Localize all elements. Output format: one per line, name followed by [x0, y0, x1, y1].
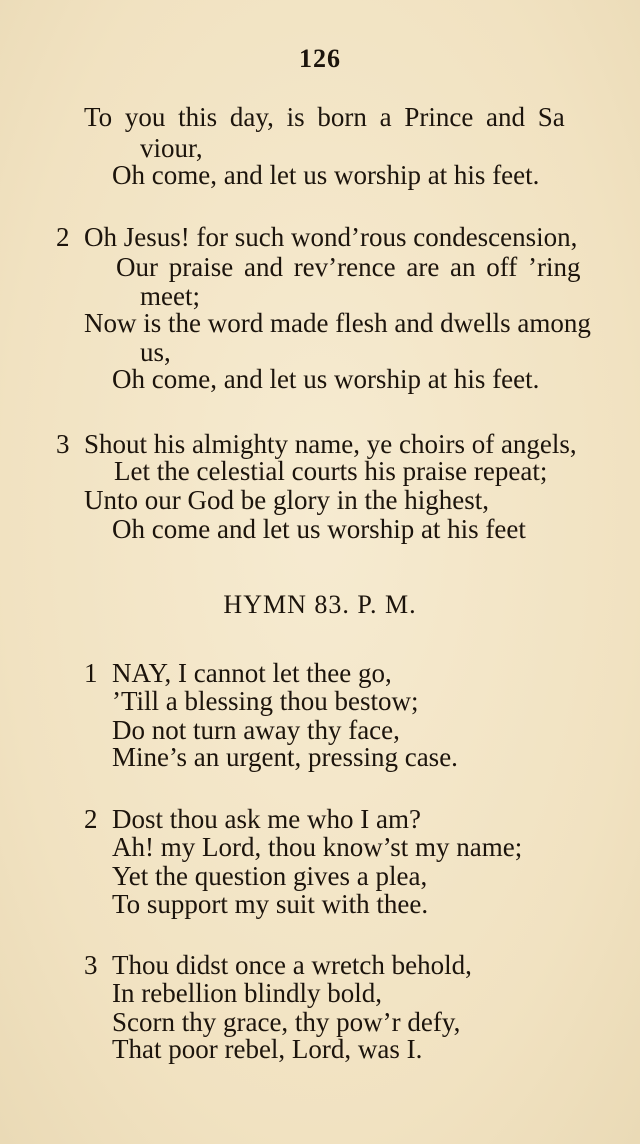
hymn-line: NAY, I cannot let thee go, — [112, 658, 392, 688]
hymn-line: Oh come, and let us worship at his feet. — [112, 160, 540, 190]
hymn-title: HYMN 83. P. M. — [223, 590, 417, 619]
hymn-line: Mine’s an urgent, pressing case. — [112, 742, 458, 772]
hymn-line: Our praise and rev’rence are an off ’ring — [116, 252, 581, 282]
hymn-line: That poor rebel, Lord, was I. — [112, 1034, 423, 1064]
hymn-line: us, — [140, 337, 171, 367]
verse-number: 3 — [84, 950, 98, 980]
hymn-line: ’Till a blessing thou bestow; — [112, 686, 419, 716]
hymn-line: To support my suit with thee. — [112, 889, 429, 919]
hymn-line: Do not turn away thy face, — [112, 715, 400, 745]
hymn-line: Shout his almighty name, ye choirs of angels, — [84, 429, 577, 459]
hymn-line: Now is the word made flesh and dwells among — [84, 308, 591, 338]
verse-number: 1 — [84, 658, 98, 688]
verse-number: 2 — [84, 804, 98, 834]
verse-number: 2 — [56, 222, 70, 252]
page-number: 126 — [299, 44, 341, 73]
hymn-line: Yet the question gives a plea, — [112, 861, 428, 891]
hymn-line: meet; — [140, 281, 200, 311]
hymn-line: Dost thou ask me who I am? — [112, 804, 421, 834]
hymn-line: Oh come and let us worship at his feet — [112, 514, 526, 544]
hymn-line: Ah! my Lord, thou know’st my name; — [112, 832, 523, 862]
hymn-line: Oh Jesus! for such wond’rous condescension, — [84, 222, 578, 252]
hymn-line: Let the celestial courts his praise repeat; — [114, 456, 548, 486]
hymn-line: Scorn thy grace, thy pow’r defy, — [112, 1007, 461, 1037]
verse-number: 3 — [56, 429, 70, 459]
hymn-line: Unto our God be glory in the highest, — [84, 485, 489, 515]
hymn-line: To you this day, is born a Prince and Sa — [84, 102, 565, 132]
hymn-line: Thou didst once a wretch behold, — [112, 950, 472, 980]
hymn-line: In rebellion blindly bold, — [112, 978, 382, 1008]
hymn-line: viour, — [140, 133, 203, 163]
hymn-line: Oh come, and let us worship at his feet. — [112, 364, 540, 394]
